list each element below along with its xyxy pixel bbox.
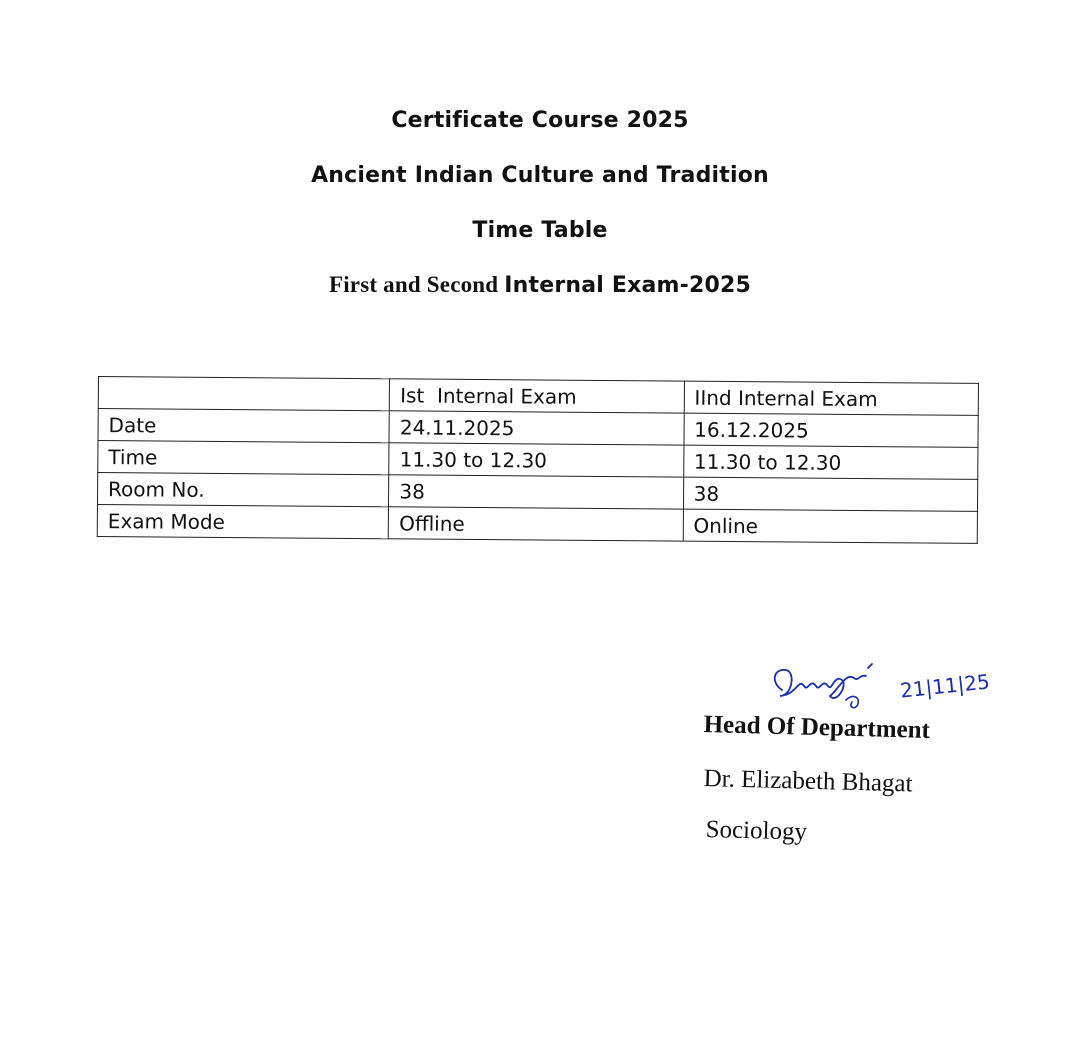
table-row [97,504,977,543]
exam-timetable [97,376,979,544]
row-label-mode: Exam Mode [97,504,389,538]
header-cell-first-exam: Ist Internal Exam [390,379,685,413]
exam-title [0,272,1080,298]
designation: Head Of Department [703,711,931,744]
second-exam-time: 11.30 to 12.30 [683,445,978,479]
header-cell-second-exam: IInd Internal Exam [684,381,979,415]
second-exam-date: 16.12.2025 [684,413,979,447]
exam-title-part1: First and Second [328,272,505,297]
document-type: Time Table [472,218,608,243]
subject-title: Ancient Indian Culture and Tradition [311,163,769,188]
exam-title-part2: Internal Exam-2025 [504,273,752,298]
row-label-time: Time [98,441,390,475]
department: Sociology [705,816,808,846]
first-exam-time: 11.30 to 12.30 [389,443,684,477]
signatory-name: Dr. Elizabeth Bhagat [703,765,913,798]
signatory-block [704,660,1004,860]
first-exam-room: 38 [389,475,684,509]
header-cell-blank [98,377,390,411]
signature-date: 21|11|25 [898,669,991,703]
first-exam-date: 24.11.2025 [389,411,684,445]
second-exam-mode: Online [683,509,978,543]
second-exam-room: 38 [683,477,978,511]
first-exam-mode: Offline [389,507,684,541]
row-label-room: Room No. [97,473,389,507]
row-label-date: Date [98,409,390,443]
course-title: Certificate Course 2025 [391,108,689,133]
